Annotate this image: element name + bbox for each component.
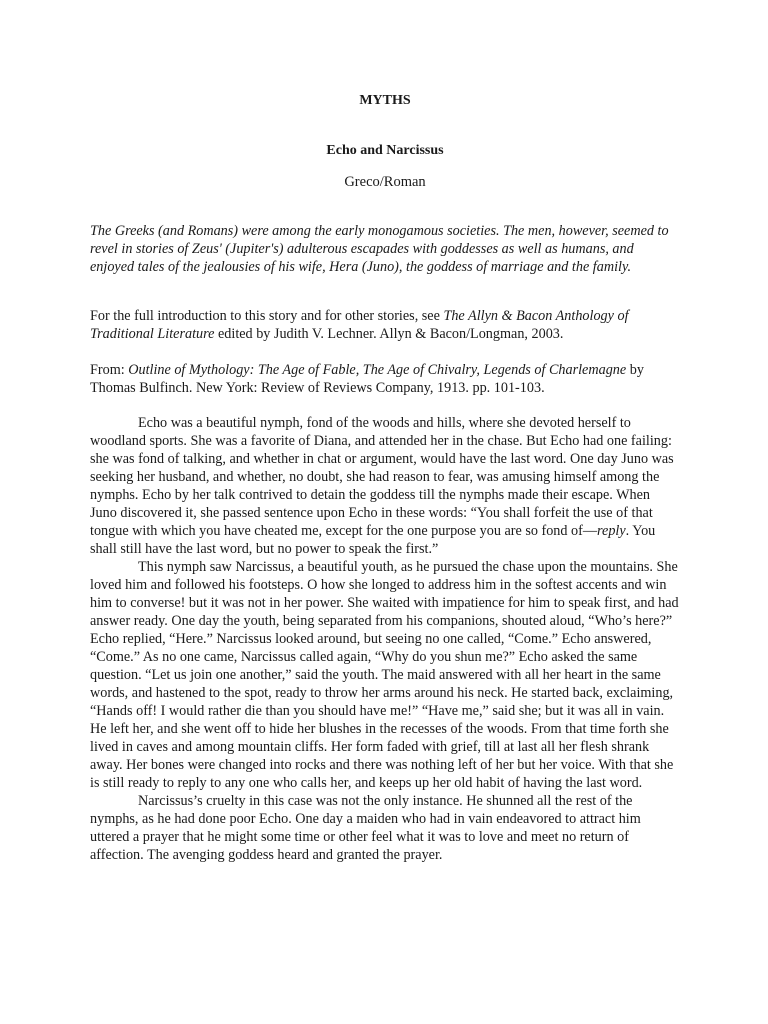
full-intro-citation: edited by Judith V. Lechner. Allyn & Bacon/Longman, 2003.	[214, 326, 564, 342]
source-citation	[90, 361, 680, 397]
story-origin: Greco/Roman	[344, 174, 426, 190]
story-title: Echo and Narcissus	[326, 143, 444, 158]
full-intro-text: For the full introduction to this story and for other stories, see	[90, 308, 444, 324]
story-paragraph-1-text: Echo was a beautiful nymph, fond of the woods and hills, where she devoted herself to woodland sports. She was a favorite of Diana, and attended her in the chase. But Echo had one failing: she was fond of talking, and whether in chat or argument, would have the last word. One day Juno was seeking her husband, and whether, no doubt, she had reason to fear, was amusing himself among the nymphs. Echo by her talk contrived to detain the goddess till the nymphs made their escape. When Juno discovered it, she passed sentence upon Echo in these words: “You shall forfeit the use of that tongue with which you have cheated me, except for the one purpose you are so fond of—	[90, 415, 674, 539]
story-paragraph-2: This nymph saw Narcissus, a beautiful youth, as he pursued the chase upon the mountains. She loved him and followed his footsteps. O how she longed to address him in the softest accents and win him to converse! but it was not in her power. She waited with impatience for him to speak first, and had answer ready. One day the youth, being separated from his companions, shouted aloud, “Who’s here?” Echo replied, “Here.” Narcissus looked around, but seeing no one called, “Come.” Echo answered, “Come.” As no one came, Narcissus called again, “Why do you shun me?” Echo asked the same question. “Let us join one another,” said the youth. The maid answered with all her heart in the same words, and hastened to the spot, ready to throw her arms around his neck. He started back, exclaiming, “Hands off! I would rather die than you should have me!” “Have me,” said she; but it was all in vain. He left her, and she went off to hide her blushes in the recesses of the woods. From that time forth she lived in caves and among mountain cliffs. Her form faded with grief, till at last all her flesh shrank away. Her bones were changed into rocks and there was nothing left of her but her voice. With that she is still ready to reply to any one who calls her, and keeps up her old habit of having the last word.	[90, 559, 679, 791]
source-label: From:	[90, 362, 129, 378]
reply-emphasis: reply	[597, 523, 626, 539]
source-book-title: Outline of Mythology: The Age of Fable, The Age of Chivalry, Legends of Charlemagne	[128, 362, 627, 378]
anthology-title: The Allyn & Bacon Anthology of Traditional Literature	[90, 308, 629, 342]
page-title: MYTHS	[359, 93, 411, 108]
story-paragraph-1	[90, 414, 680, 558]
story-paragraph-3: Narcissus’s cruelty in this case was not the only instance. He shunned all the rest of the nymphs, as he had done poor Echo. One day a maiden who had in vain endeavored to attract him uttered a prayer that he might some time or other feel what it was to love and meet no return of affection. The avenging goddess heard and granted the prayer.	[90, 793, 641, 863]
source-details: by Thomas Bulfinch. New York: Review of Reviews Company, 1913. pp. 101-103.	[90, 362, 644, 396]
story-body	[90, 414, 680, 864]
full-introduction-note	[90, 307, 680, 343]
intro-paragraph: The Greeks (and Romans) were among the early monogamous societies. The men, however, seemed to revel in stories of Zeus' (Jupiter's) adulterous escapades with goddesses as well as humans, and enjoyed tales of the jealousies of his wife, Hera (Juno), the goddess of marriage and the family.	[90, 223, 669, 275]
story-paragraph-1-end: . You shall still have the last word, but no power to speak the first.”	[90, 523, 656, 557]
